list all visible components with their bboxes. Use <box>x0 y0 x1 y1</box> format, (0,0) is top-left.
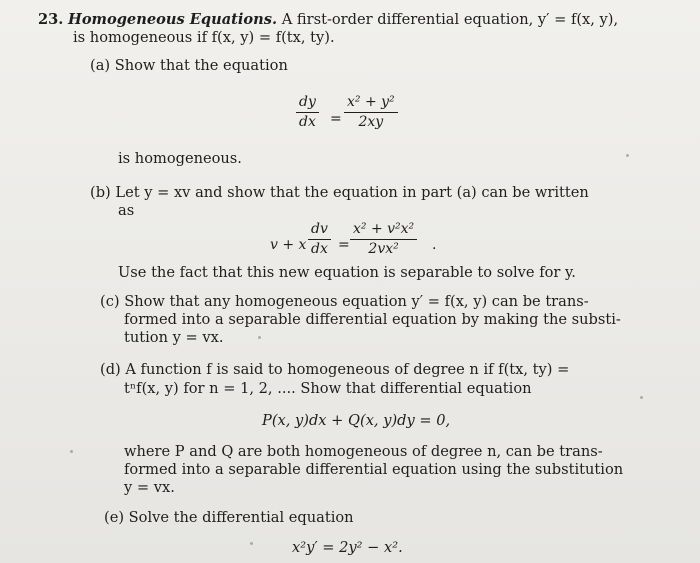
part-a-statement: Show that the equation <box>114 57 288 74</box>
part-c-line-1: Show that any homogeneous equation y′ = f(x, y) can be trans- <box>124 293 589 310</box>
part-d-line-1: A function f is said to homogeneous of degree n if f(tx, ty) = <box>125 361 570 378</box>
problem-intro-line-1: A first-order differential equation, y′ = f(x, y), <box>281 11 619 28</box>
part-e-label: (e) <box>104 509 125 526</box>
part-a-equals: = <box>330 111 342 127</box>
part-a-after: is homogeneous. <box>118 150 242 167</box>
part-d-equation: P(x, y)dx + Q(x, y)dy = 0, <box>262 412 451 429</box>
part-a-eq-left-num: dy <box>299 94 316 110</box>
part-b-after: Use the fact that this new equation is separable to solve for y. <box>118 264 576 281</box>
part-c-label: (c) <box>100 293 120 310</box>
part-b-eq-right-num: x² + v²x² <box>353 221 415 237</box>
part-a-rhs-fraction <box>344 94 398 131</box>
part-a-dy-dx <box>296 94 319 131</box>
part-e-equation: x²y′ = 2y² − x². <box>292 539 403 556</box>
part-c-line-2: formed into a separable differential equation by making the substi- <box>124 311 621 328</box>
part-b-equals: = <box>338 237 350 253</box>
fraction-bar <box>308 239 331 240</box>
paper-speck <box>250 542 253 545</box>
part-b-rhs-fraction <box>350 221 417 258</box>
part-a-text <box>90 57 288 75</box>
part-b-label: (b) <box>90 184 111 201</box>
part-c-line-3: tution y = vx. <box>124 329 224 346</box>
part-b-eq-left-num: dv <box>311 221 328 237</box>
part-b-text <box>90 184 589 202</box>
part-b-eq-right-den: 2vx² <box>368 241 399 257</box>
part-b-line-1: Let y = xv and show that the equation in part (a) can be written <box>115 184 589 201</box>
part-b-eq-left-den: dx <box>311 241 328 257</box>
part-a-eq-right-num: x² + y² <box>347 94 395 110</box>
part-d-label: (d) <box>100 361 121 378</box>
paper-speck <box>70 450 73 453</box>
part-c-text <box>100 293 589 311</box>
problem-number: 23. <box>38 11 64 28</box>
part-d-line-3: where P and Q are both homogeneous of degree n, can be trans- <box>124 443 603 460</box>
paper-speck <box>258 336 261 339</box>
part-d-line-2: tⁿf(x, y) for n = 1, 2, .... Show that differential equation <box>124 380 532 397</box>
part-b-period: . <box>432 237 437 253</box>
fraction-bar <box>296 112 319 113</box>
part-a-eq-right-den: 2xy <box>358 114 384 130</box>
part-e-statement: Solve the differential equation <box>128 509 354 526</box>
part-b-eq-prefix: v + x <box>270 237 307 253</box>
fraction-bar <box>344 112 398 113</box>
problem-title: Homogeneous Equations. <box>68 11 278 28</box>
part-e-text <box>104 509 354 527</box>
problem-intro-line-2: is homogeneous if f(x, y) = f(tx, ty). <box>73 29 335 46</box>
part-d-text <box>100 361 569 379</box>
fraction-bar <box>350 239 417 240</box>
paper-speck <box>640 396 643 399</box>
part-a-label: (a) <box>90 57 111 74</box>
part-b-dv-dx <box>308 221 331 258</box>
part-b-line-2: as <box>118 202 135 219</box>
part-d-line-4: formed into a separable differential equation using the substitution <box>124 461 624 478</box>
paper-speck <box>626 154 629 157</box>
problem-header <box>38 11 618 29</box>
part-a-eq-left-den: dx <box>299 114 316 130</box>
part-d-line-5: y = vx. <box>124 479 175 496</box>
